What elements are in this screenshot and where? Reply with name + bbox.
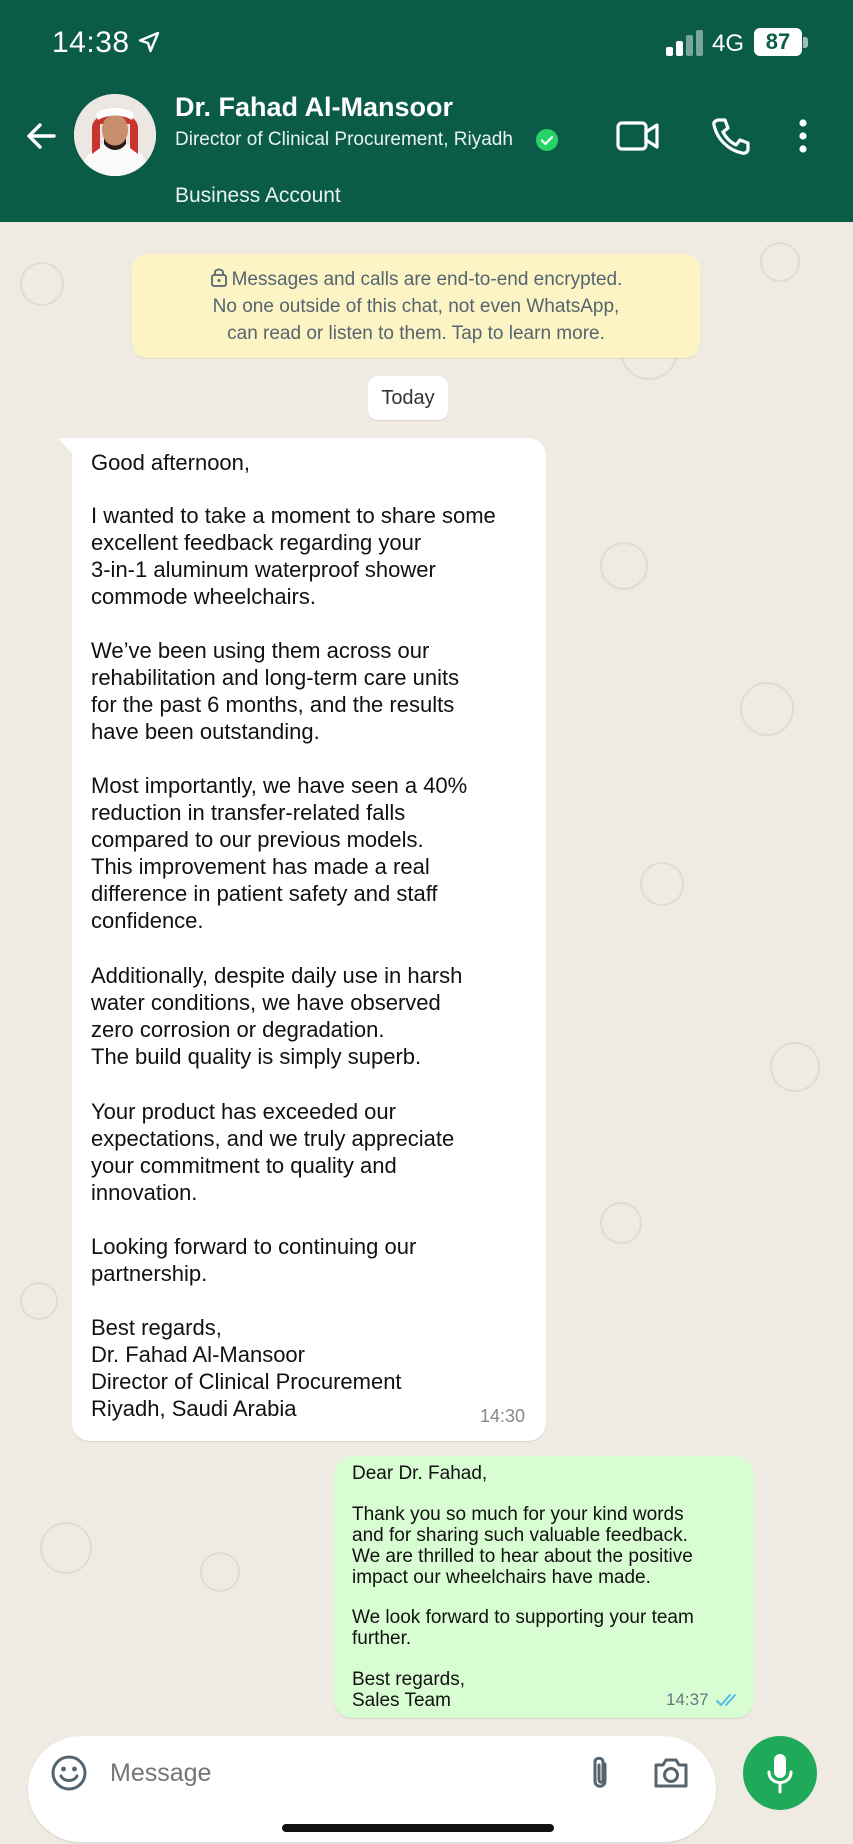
incoming-paragraph-6: Looking forward to continuing our partnership. [91,1234,417,1286]
encryption-notice[interactable] [132,254,700,358]
status-time: 14:38 [52,26,130,59]
attachment-icon[interactable] [585,1754,615,1792]
more-options-icon[interactable] [796,118,810,154]
camera-icon[interactable] [652,1756,690,1790]
outgoing-paragraph-1: Thank you so much for your kind words and for sharing such valuable feedback. We are thrilled to hear about the positive impact our wheelchairs have made. [352,1504,693,1588]
message-input[interactable] [110,1756,440,1790]
incoming-paragraph-2: We’ve been using them across our rehabilitation and long-term care units for the past 6 months, and the results have been outstanding. [91,638,460,744]
signal-icon [666,30,706,56]
avatar[interactable] [74,94,156,176]
encryption-line-1 [132,266,700,293]
incoming-greeting: Good afternoon, [91,450,251,475]
location-arrow-icon [137,30,161,54]
network-type: 4G [712,30,745,57]
lock-icon [210,267,228,287]
incoming-paragraph-3: Most importantly, we have seen a 40% reduction in transfer-related falls compared to our previous models. This improvement has made a real difference in patient safety and staff confidence. [91,773,468,933]
outgoing-paragraph-2: We look forward to supporting your team further. [352,1607,694,1649]
outgoing-timestamp: 14:37 [666,1690,709,1709]
account-type: Business Account [175,184,341,207]
microphone-icon [766,1752,794,1794]
back-arrow-icon[interactable] [24,118,60,154]
emoji-icon[interactable] [50,1754,88,1792]
incoming-paragraph-5: Your product has exceeded our expectations, and we truly appreciate your commitment to quality and innovation. [91,1099,455,1205]
video-call-icon[interactable] [616,118,660,154]
incoming-signature: Best regards, Dr. Fahad Al-Mansoor Director of Clinical Procurement Riyadh, Saudi Arabia [91,1315,402,1421]
outgoing-signature: Best regards, Sales Team [352,1669,465,1711]
home-indicator [282,1824,554,1832]
encryption-text-1: Messages and calls are end-to-end encrypted. [231,269,623,290]
phone-call-icon[interactable] [710,116,750,156]
chat-header [0,0,853,222]
date-divider: Today [368,376,448,420]
contact-name[interactable]: Dr. Fahad Al-Mansoor [175,92,454,122]
battery-tip [803,37,808,48]
read-receipt-icon [716,1692,744,1708]
incoming-timestamp: 14:30 [480,1406,526,1426]
voice-message-button[interactable] [743,1736,817,1810]
avatar-portrait-icon [74,94,156,176]
encryption-text-2: No one outside of this chat, not even WhatsApp, [212,296,620,317]
incoming-paragraph-1: I wanted to take a moment to share some excellent feedback regarding your 3-in-1 aluminum waterproof shower commode wheelchairs. [91,503,496,609]
battery-indicator: 87 [754,28,802,56]
incoming-paragraph-4: Additionally, despite daily use in harsh water conditions, we have observed zero corrosion or degradation. The build quality is simply superb. [91,963,463,1069]
encryption-text-3: can read or listen to them. Tap to learn more. [227,323,605,344]
outgoing-greeting: Dear Dr. Fahad, [352,1463,488,1484]
verified-badge-icon [535,128,559,152]
contact-subtitle: Director of Clinical Procurement, Riyadh [175,129,513,150]
